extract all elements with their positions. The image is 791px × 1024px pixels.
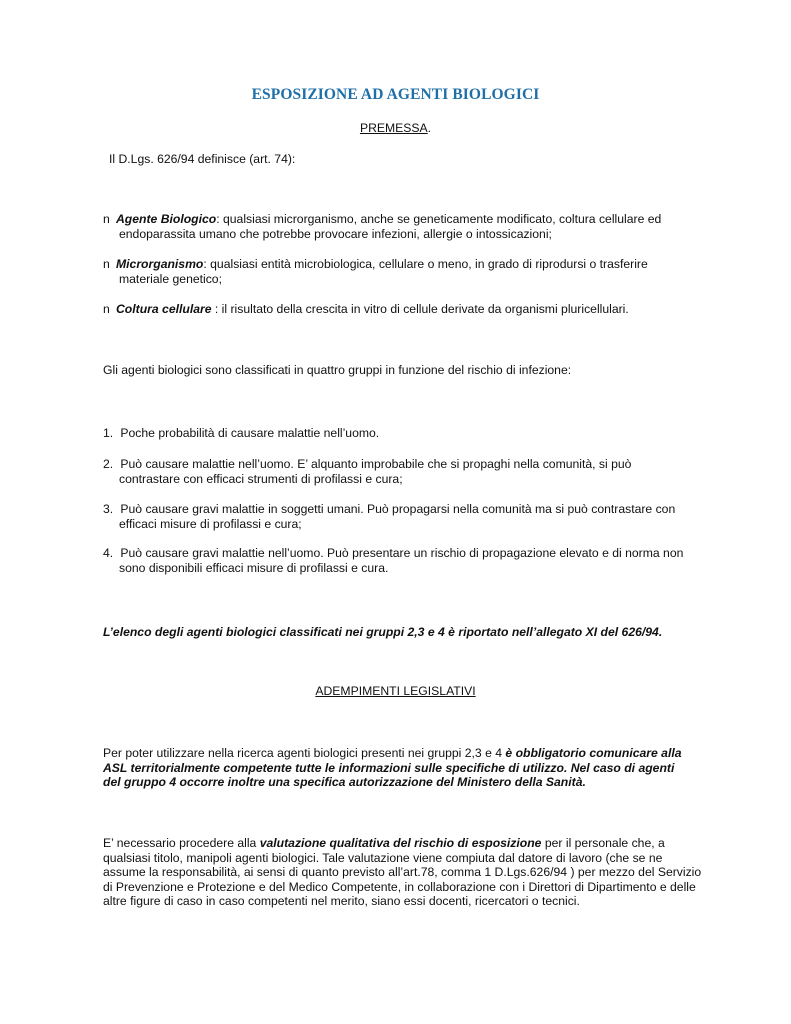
group-item bbox=[103, 546, 703, 575]
definition-text: : qualsiasi microrganismo, anche se geneticamente modificato, coltura cellulare ed bbox=[216, 212, 662, 226]
paragraph-line bbox=[103, 746, 703, 761]
evaluation-paragraph bbox=[103, 836, 723, 909]
definition-term: Microrganismo bbox=[116, 257, 204, 271]
paragraph-emphasis: è obbligatorio comunicare alla bbox=[505, 746, 682, 760]
group-text: Può causare gravi malattie nell’uomo. Può presentare un rischio di propagazione elevato e di norma non bbox=[120, 546, 684, 560]
definition-term: Agente Biologico bbox=[116, 212, 217, 226]
group-line bbox=[103, 426, 703, 441]
paragraph-emphasis: ASL territorialmente competente tutte le informazioni sulle specifiche di utilizzo. Nel caso di agenti bbox=[103, 760, 675, 775]
group-text: Può causare gravi malattie in soggetti umani. Può propagarsi nella comunità ma si può contrastare con bbox=[120, 502, 676, 516]
paragraph-emphasis: del gruppo 4 occorre inoltre una specifica autorizzazione del Ministero della Sanità. bbox=[103, 775, 586, 789]
paragraph-emphasis: valutazione qualitativa del rischio di esposizione bbox=[259, 836, 542, 850]
definition-text: : il risultato della crescita in vitro di cellule derivate da organismi pluricellulari. bbox=[211, 302, 629, 316]
group-continuation: efficaci misure di profilassi e cura; bbox=[119, 516, 302, 531]
group-text: Può causare malattie nell’uomo. E’ alquanto improbabile che si propaghi nella comunità, si può bbox=[120, 457, 632, 471]
paragraph-line: altre figure di caso in caso competenti nel merito, siano essi docenti, ricercatori o tecnici. bbox=[103, 894, 580, 908]
group-continuation: contrastare con efficaci strumenti di profilassi e cura; bbox=[119, 471, 403, 486]
adempimenti-label: ADEMPIMENTI LEGISLATIVI bbox=[315, 684, 476, 698]
group-number: 3. bbox=[103, 502, 114, 516]
group-item bbox=[103, 426, 703, 441]
document-title: ESPOSIZIONE AD AGENTI BIOLOGICI bbox=[251, 86, 540, 103]
bullet-icon: n bbox=[103, 302, 110, 316]
group-number: 1. bbox=[103, 426, 114, 440]
premessa-label: PREMESSA bbox=[359, 121, 428, 135]
group-text: Poche probabilità di causare malattie nell’uomo. bbox=[120, 426, 380, 440]
list-note: L’elenco degli agenti biologici classificati nei gruppi 2,3 e 4 è riportato nell’allegato XI del 626/94. bbox=[103, 625, 663, 639]
premessa-suffix: . bbox=[427, 121, 432, 135]
paragraph-line bbox=[103, 836, 723, 851]
definition-line bbox=[103, 212, 703, 227]
paragraph-text: per il personale che, a bbox=[541, 836, 665, 850]
bullet-icon: n bbox=[103, 257, 110, 271]
definition-item bbox=[103, 302, 703, 317]
definition-item bbox=[103, 257, 703, 286]
paragraph-line: qualsiasi titolo, manipoli agenti biologici. Tale valutazione viene compiuta dal datore di lavoro (che se ne bbox=[103, 850, 663, 865]
group-continuation: sono disponibili efficaci misure di profilassi e cura. bbox=[119, 560, 389, 575]
classification-intro: Gli agenti biologici sono classificati in quattro gruppi in funzione del rischio di infezione: bbox=[103, 363, 572, 377]
group-item bbox=[103, 457, 703, 486]
group-line bbox=[103, 546, 703, 561]
group-line bbox=[103, 502, 703, 517]
paragraph-line: di Prevenzione e Protezione e del Medico Competente, in collaborazione con i Direttori di Dipartimento e delle bbox=[103, 879, 696, 894]
obligation-paragraph bbox=[103, 746, 703, 790]
definition-continuation: materiale genetico; bbox=[119, 271, 222, 286]
paragraph-text: E’ necessario procedere alla bbox=[103, 836, 260, 850]
group-number: 2. bbox=[103, 457, 114, 471]
group-number: 4. bbox=[103, 546, 114, 560]
definition-line bbox=[103, 302, 703, 317]
definition-continuation: endoparassita umano che potrebbe provocare infezioni, allergie o intossicazioni; bbox=[119, 226, 552, 241]
premessa-heading bbox=[0, 121, 791, 135]
paragraph-line: assume la responsabilità, ai sensi di quanto previsto all’art.78, comma 1 D.Lgs.626/94 ) per mezzo del Servizio bbox=[103, 865, 702, 879]
definition-item bbox=[103, 212, 703, 241]
definition-line bbox=[103, 257, 703, 272]
group-item bbox=[103, 502, 703, 531]
paragraph-text: Per poter utilizzare nella ricerca agenti biologici presenti nei gruppi 2,3 e 4 bbox=[103, 746, 506, 760]
intro-text: Il D.Lgs. 626/94 definisce (art. 74): bbox=[109, 152, 296, 166]
adempimenti-heading bbox=[0, 684, 791, 698]
definition-text: : qualsiasi entità microbiologica, cellulare o meno, in grado di riprodursi o trasferire bbox=[203, 257, 648, 271]
definition-term: Coltura cellulare bbox=[116, 302, 212, 316]
bullet-icon: n bbox=[103, 212, 110, 226]
group-line bbox=[103, 457, 703, 472]
